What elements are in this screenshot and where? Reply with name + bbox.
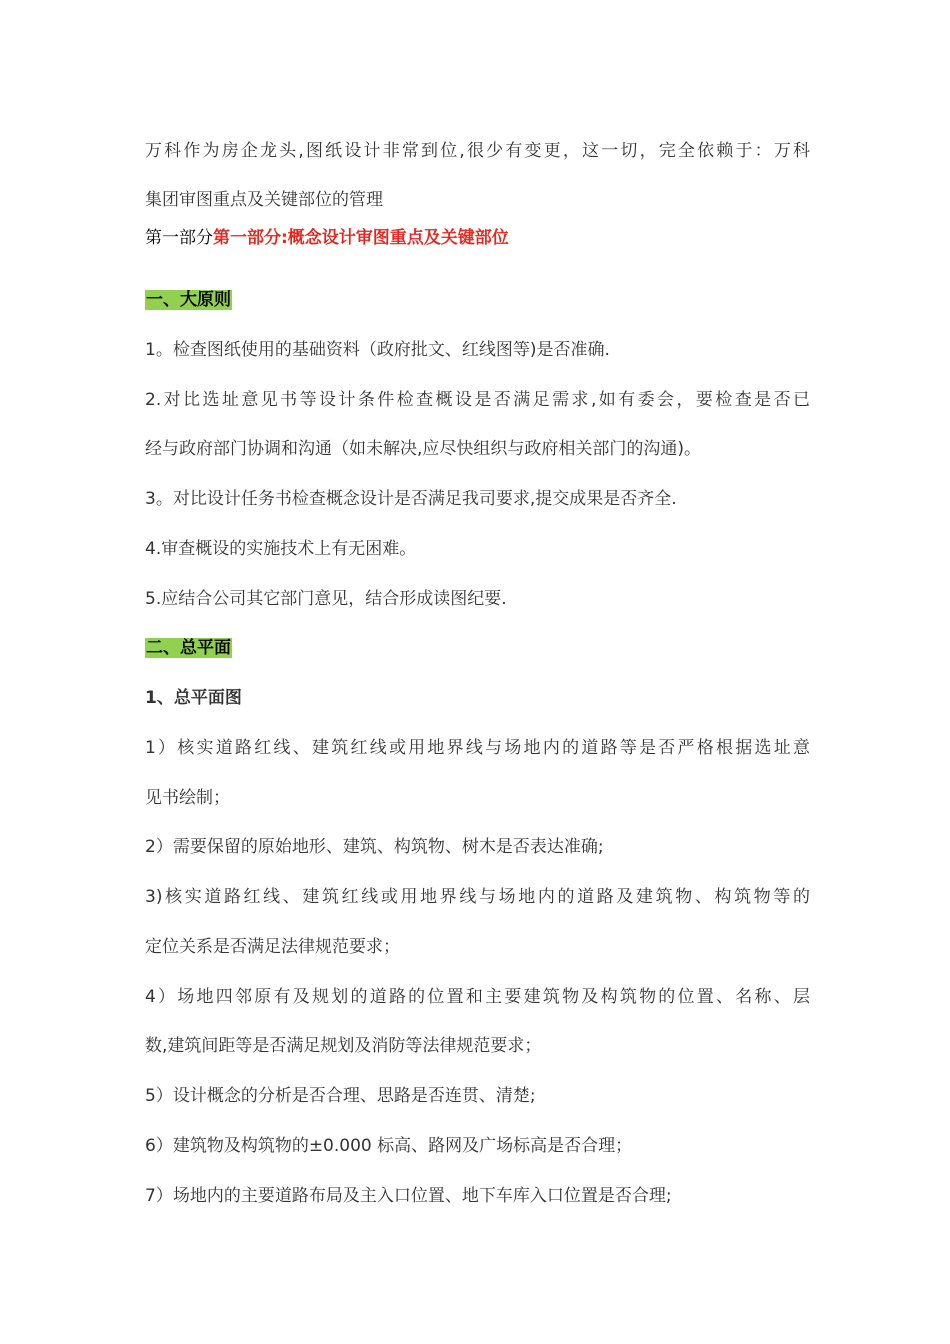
intro-line-1: 万科作为房企龙头,图纸设计非常到位,很少有变更，这一切，完全依赖于：万科 [145, 141, 810, 161]
site-item-4-cont: 数,建筑间距等是否满足规划及消防等法律规范要求； [145, 1036, 542, 1056]
section-2-heading [145, 636, 810, 660]
principle-item-2: 2.对比选址意见书等设计条件检查概设是否满足需求,如有委会，要检查是否已 [145, 390, 810, 410]
principle-item-5: 5.应结合公司其它部门意见，结合形成读图纪要. [145, 589, 507, 609]
principle-item-1: 1。检查图纸使用的基础资料（政府批文、红线图等)是否准确. [145, 340, 610, 360]
site-item-3: 3)核实道路红线、建筑红线或用地界线与场地内的道路及建筑物、构筑物等的 [145, 887, 810, 907]
site-item-6: 6）建筑物及构筑物的±0.000 标高、路网及广场标高是否合理； [145, 1136, 633, 1156]
section-1-heading-text: 一、大原则 [146, 290, 231, 310]
part-label: 第一部分 [145, 228, 213, 248]
part-heading [145, 226, 810, 250]
site-item-1-cont: 见书绘制； [145, 788, 230, 808]
principle-item-4: 4.审查概设的实施技术上有无困难。 [145, 539, 417, 559]
site-item-3-cont: 定位关系是否满足法律规范要求； [145, 937, 400, 957]
site-item-5: 5）设计概念的分析是否合理、思路是否连贯、清楚; [145, 1086, 536, 1106]
section-2-heading-text: 二、总平面 [146, 638, 231, 658]
principle-item-3: 3。对比设计任务书检查概念设计是否满足我司要求,提交成果是否齐全. [145, 489, 677, 509]
site-plan-subheading: 1、总平面图 [145, 688, 242, 708]
section-1-heading [145, 288, 810, 312]
part-title: 第一部分:概念设计审图重点及关键部位 [213, 228, 509, 248]
site-item-2: 2）需要保留的原始地形、建筑、构筑物、树木是否表达准确; [145, 837, 604, 857]
intro-line-2: 集团审图重点及关键部位的管理 [145, 190, 383, 210]
site-item-1: 1）核实道路红线、建筑红线或用地界线与场地内的道路等是否严格根据选址意 [145, 738, 810, 758]
principle-item-2-cont: 经与政府部门协调和沟通（如未解决,应尽快组织与政府相关部门的沟通)。 [145, 439, 702, 459]
site-item-7: 7）场地内的主要道路布局及主入口位置、地下车库入口位置是否合理; [145, 1186, 672, 1206]
site-item-4: 4）场地四邻原有及规划的道路的位置和主要建筑物及构筑物的位置、名称、层 [145, 987, 810, 1007]
